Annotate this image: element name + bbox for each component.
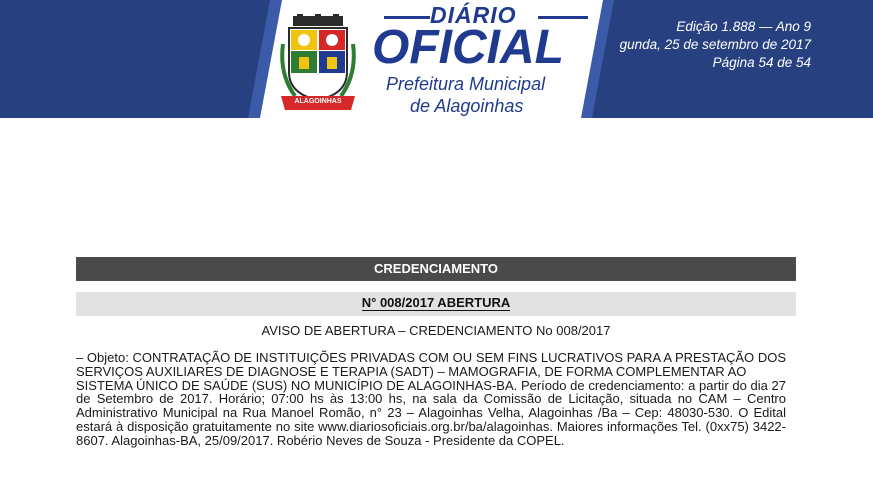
section-title-bar (76, 257, 796, 281)
edition-number: Edição 1.888 — Ano 9 (676, 19, 811, 34)
section-title: CREDENCIAMENTO (374, 261, 498, 276)
edition-info (620, 18, 811, 72)
brand-rule-left (384, 16, 430, 19)
notice-paragraph-2: SISTEMA ÚNICO DE SAÚDE (SUS) NO MUNICÍPIO DE ALAGOINHAS-BA. Período de credenciamento: a partir do dia 27 de Setembro de 2017. Horário; 07:00 hs às 13:00 hs, na sala da Comissão de Licitação, situada no CAM – Centro Administrativo Municipal na Rua Manoel Romão, n° 23 – Alagoinhas Velha, Alagoinhas /Ba – Cep: 48030-530. O Edital estará à disposição gratuitamente no site www.diariosoficiais.org.br/ba/alagoinhas. Maiores informações Tel. (0xx75) 3422-8607. Alagoinhas-BA, 25/09/2017. Robério Neves de Souza - Presidente da COPEL. (76, 377, 786, 448)
notice-paragraph-1: – Objeto: CONTRATAÇÃO DE INSTITUIÇÕES PRIVADAS COM OU SEM FINS LUCRATIVOS PARA A PRESTAÇÃO DOS SERVIÇOS AUXILIARES DE DIAGNOSE E TERAPIA (SADT) – MAMOGRAFIA, DE FORMA COMPLEMENTAR AO (76, 350, 786, 379)
brand-main-text: OFICIAL (372, 21, 564, 74)
document-number: N° 008/2017 ABERTURA (361, 295, 511, 310)
page-number: Página 54 de 54 (712, 55, 811, 70)
brand-logo (370, 0, 600, 118)
edition-date: gunda, 25 de setembro de 2017 (619, 37, 811, 52)
brand-subtitle-2: de Alagoinhas (410, 96, 524, 116)
brand-rule-right (538, 16, 588, 19)
brand-subtitle-1: Prefeitura Municipal (386, 74, 546, 94)
notice-body (76, 351, 786, 448)
document-number-bar (76, 292, 796, 316)
brand-top-text: DIÁRIO (430, 2, 517, 28)
header-banner (0, 0, 873, 118)
crest-label: ALAGOINHAS (294, 98, 342, 105)
city-crest-icon (279, 14, 357, 112)
notice-heading: AVISO DE ABERTURA – CREDENCIAMENTO No 008/2017 (261, 323, 611, 338)
